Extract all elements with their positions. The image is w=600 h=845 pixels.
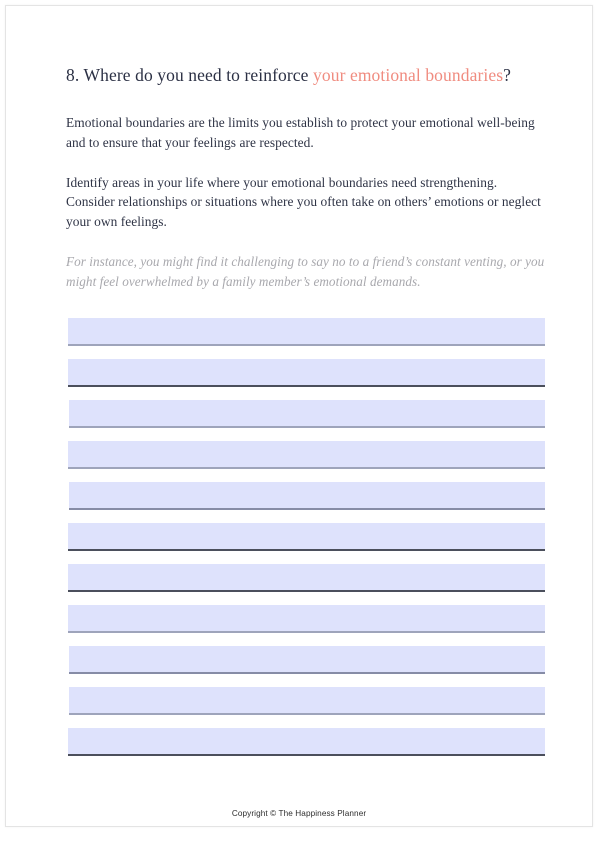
answer-lines-area <box>68 318 545 754</box>
answer-line-1[interactable] <box>68 318 545 344</box>
answer-line-9[interactable] <box>69 646 545 672</box>
page-title <box>66 64 546 87</box>
answer-line-11[interactable] <box>68 728 545 754</box>
footer-copyright: Copyright © The Happiness Planner <box>231 809 367 818</box>
worksheet-page <box>5 5 593 827</box>
page-title-trail: ? <box>503 65 511 85</box>
answer-line-10[interactable] <box>69 687 545 713</box>
answer-line-3[interactable] <box>69 400 545 426</box>
answer-line-8[interactable] <box>68 605 545 631</box>
answer-line-5[interactable] <box>69 482 545 508</box>
answer-line-4[interactable] <box>68 441 545 467</box>
worksheet-content <box>66 64 546 291</box>
answer-line-6[interactable] <box>68 523 545 549</box>
intro-paragraph: Emotional boundaries are the limits you establish to protect your emotional well-being and to ensure that your feelings are respected. <box>66 115 535 150</box>
page-title-lead: 8. Where do you need to reinforce <box>66 65 314 85</box>
instruction-paragraph: Identify areas in your life where your emotional boundaries need strengthening. Consider relationships or situations where you often take on others’ emotions or neglect your own feelings. <box>66 174 541 229</box>
example-hint-text: For instance, you might find it challenging to say no to a friend’s constant venting, or you might feel overwhelmed by a family member’s emotional demands. <box>66 254 545 289</box>
page-title-accent: your emotional boundaries <box>313 65 504 85</box>
answer-line-2[interactable] <box>68 359 545 385</box>
answer-line-7[interactable] <box>68 564 545 590</box>
